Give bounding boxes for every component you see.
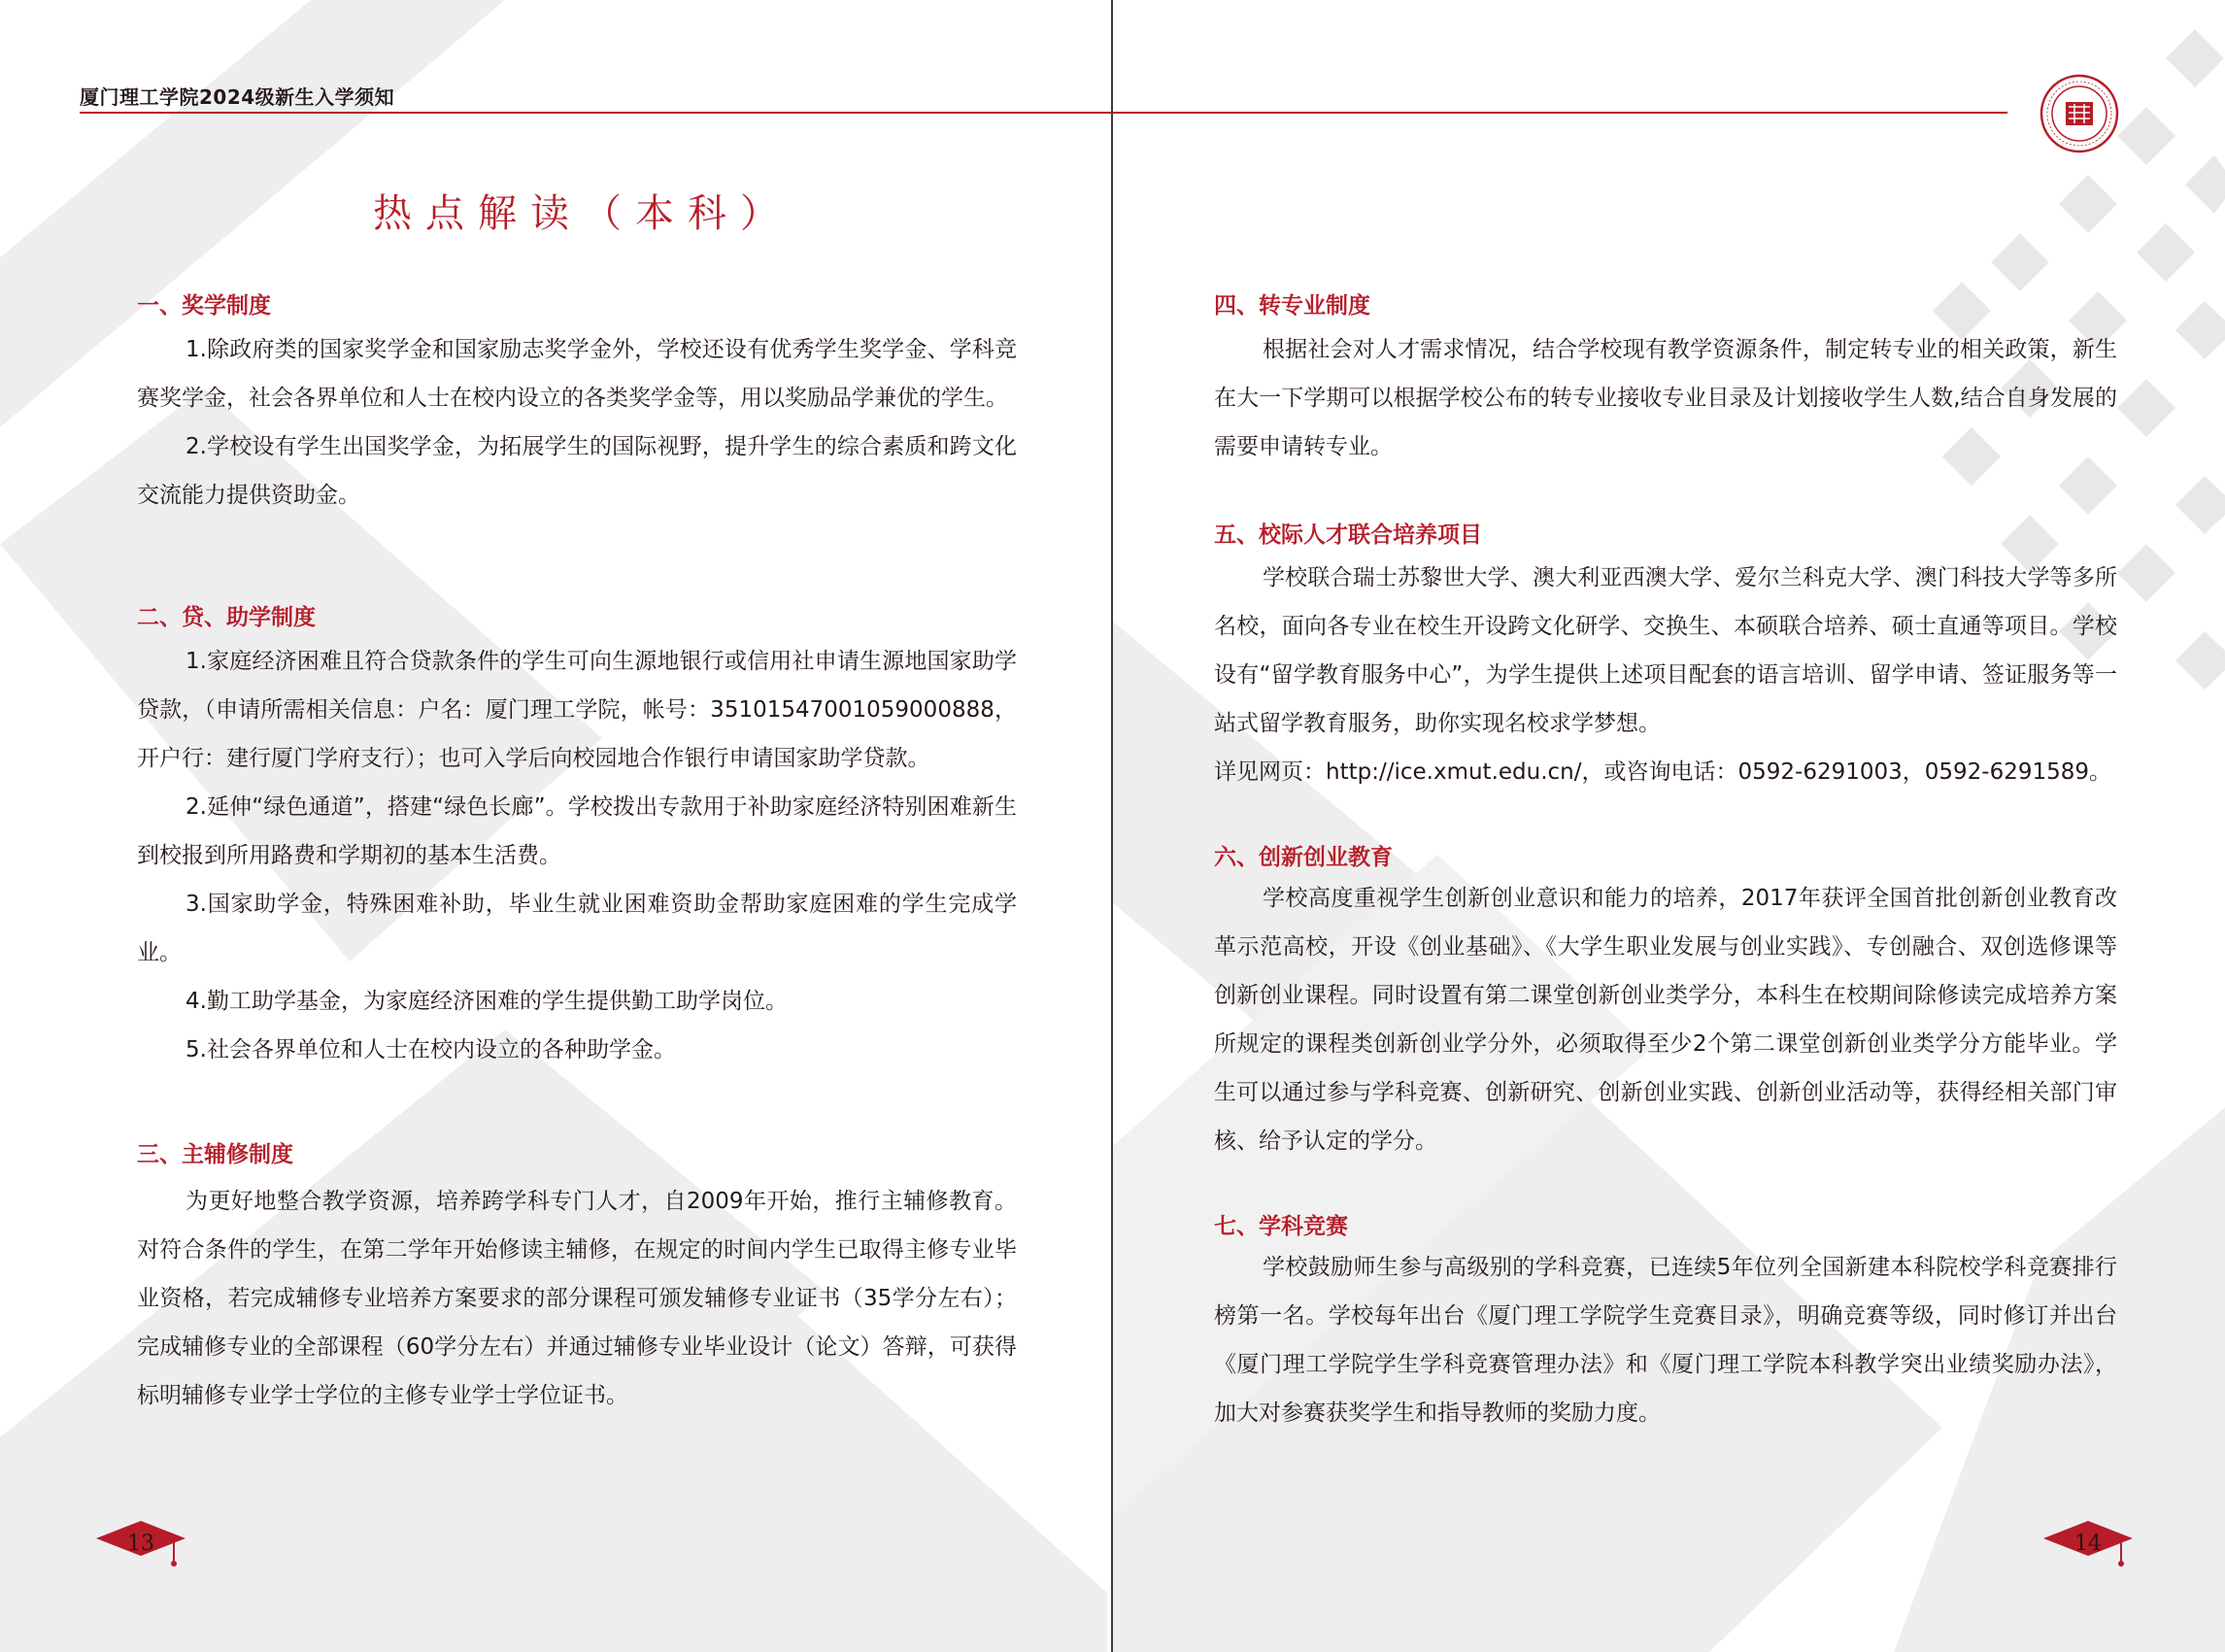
- paragraph: 2.延伸“绿色通道”，搭建“绿色长廊”。学校拨出专款用于补助家庭经济特别困难新生到校报到所用路费和学期初的基本生活费。: [137, 794, 1017, 868]
- section-body-minor: [137, 1177, 1017, 1420]
- paragraph: 1.家庭经济困难且符合贷款条件的学生可向生源地银行或信用社申请生源地国家助学贷款，（申请所需相关信息：户名：厦门理工学院，帐号：35101547001059000888，开户行：建行厦门学府支行）；也可入学后向校园地合作银行申请国家助学贷款。: [137, 649, 1017, 771]
- paragraph: 根据社会对人才需求情况，结合学校现有教学资源条件，制定转专业的相关政策，新生在大一下学期可以根据学校公布的转专业接收专业目录及计划接收学生人数,结合自身发展的需要申请转专业。: [1214, 337, 2117, 459]
- section-heading-transfer: 四、转专业制度: [1214, 293, 1370, 319]
- section-body-joint-programs: [1214, 554, 2117, 796]
- section-heading-innovation: 六、创新创业教育: [1214, 845, 1393, 870]
- section-heading-competitions: 七、学科竞赛: [1214, 1214, 1348, 1239]
- paragraph: 为更好地整合教学资源，培养跨学科专门人才，自2009年开始，推行主辅修教育。对符合条件的学生，在第二学年开始修读主辅修，在规定的时间内学生已取得主修专业毕业资格，若完成辅修专业培养方案要求的部分课程可颁发辅修专业证书（35学分左右）；完成辅修专业的全部课程（60学分左右）并通过辅修专业毕业设计（论文）答辩，可获得标明辅修专业学士学位的主修专业学士学位证书。: [137, 1189, 1017, 1408]
- page-number-right: [2040, 1517, 2137, 1571]
- page-spine: [1111, 0, 1113, 1652]
- contact-paragraph: 详见网页：http://ice.xmut.edu.cn/，或咨询电话：0592-6291003，0592-6291589。: [1214, 759, 2112, 785]
- section-body-innovation: [1214, 874, 2117, 1165]
- section-heading-scholarship: 一、奖学制度: [137, 293, 271, 319]
- paragraph: 学校高度重视学生创新创业意识和能力的培养，2017年获评全国首批创新创业教育改革示范高校，开设《创业基础》、《大学生职业发展与创业实践》、专创融合、双创选修课等创新创业课程。同时设置有第二课堂创新创业类学分，本科生在校期间除修读完成培养方案所规定的课程类创新创业学分外，必须取得至少2个第二课堂创新创业类学分方能毕业。学生可以通过参与学科竞赛、创新研究、创新创业实践、创新创业活动等，获得经相关部门审核、给予认定的学分。: [1214, 886, 2117, 1154]
- page-number-text: 14: [2074, 1532, 2102, 1556]
- header-rule: [80, 112, 2007, 114]
- paragraph: 5.社会各界单位和人士在校内设立的各种助学金。: [185, 1037, 676, 1062]
- paragraph: 1.除政府类的国家奖学金和国家励志奖学金外，学校还设有优秀学生奖学金、学科竞赛奖学金，社会各界单位和人士在校内设立的各类奖学金等，用以奖励品学兼优的学生。: [137, 337, 1017, 411]
- paragraph: 2.学校设有学生出国奖学金，为拓展学生的国际视野，提升学生的综合素质和跨文化交流能力提供资助金。: [137, 434, 1017, 508]
- page-title: 热点解读（本科）: [373, 191, 792, 236]
- paragraph: 4.勤工助学基金，为家庭经济困难的学生提供勤工助学岗位。: [185, 989, 788, 1014]
- section-heading-loans: 二、贷、助学制度: [137, 605, 316, 630]
- section-heading-minor: 三、主辅修制度: [137, 1142, 293, 1167]
- section-body-loans: [137, 637, 1017, 1074]
- header-title: 厦门理工学院2024级新生入学须知: [80, 85, 395, 109]
- section-body-competitions: [1214, 1243, 2117, 1437]
- paragraph: 学校鼓励师生参与高级别的学科竞赛，已连续5年位列全国新建本科院校学科竞赛排行榜第一名。学校每年出台《厦门理工学院学生竞赛目录》，明确竞赛等级，同时修订并出台《厦门理工学院学生学科竞赛管理办法》和《厦门理工学院本科教学突出业绩奖励办法》，加大对参赛获奖学生和指导教师的奖励力度。: [1214, 1255, 2117, 1426]
- paragraph: 3.国家助学金，特殊困难补助，毕业生就业困难资助金帮助家庭困难的学生完成学业。: [137, 892, 1017, 965]
- page-number-text: 13: [127, 1532, 154, 1556]
- section-heading-joint-programs: 五、校际人才联合培养项目: [1214, 523, 1482, 548]
- page-number-left: [92, 1517, 189, 1571]
- university-seal-logo: [2040, 74, 2119, 153]
- paragraph: 学校联合瑞士苏黎世大学、澳大利亚西澳大学、爱尔兰科克大学、澳门科技大学等多所名校，面向各专业在校生开设跨文化研学、交换生、本硕联合培养、硕士直通等项目。学校设有“留学教育服务中心”，为学生提供上述项目配套的语言培训、留学申请、签证服务等一站式留学教育服务，助你实现名校求学梦想。: [1214, 565, 2117, 736]
- section-body-transfer: [1214, 325, 2117, 471]
- section-body-scholarship: [137, 325, 1017, 520]
